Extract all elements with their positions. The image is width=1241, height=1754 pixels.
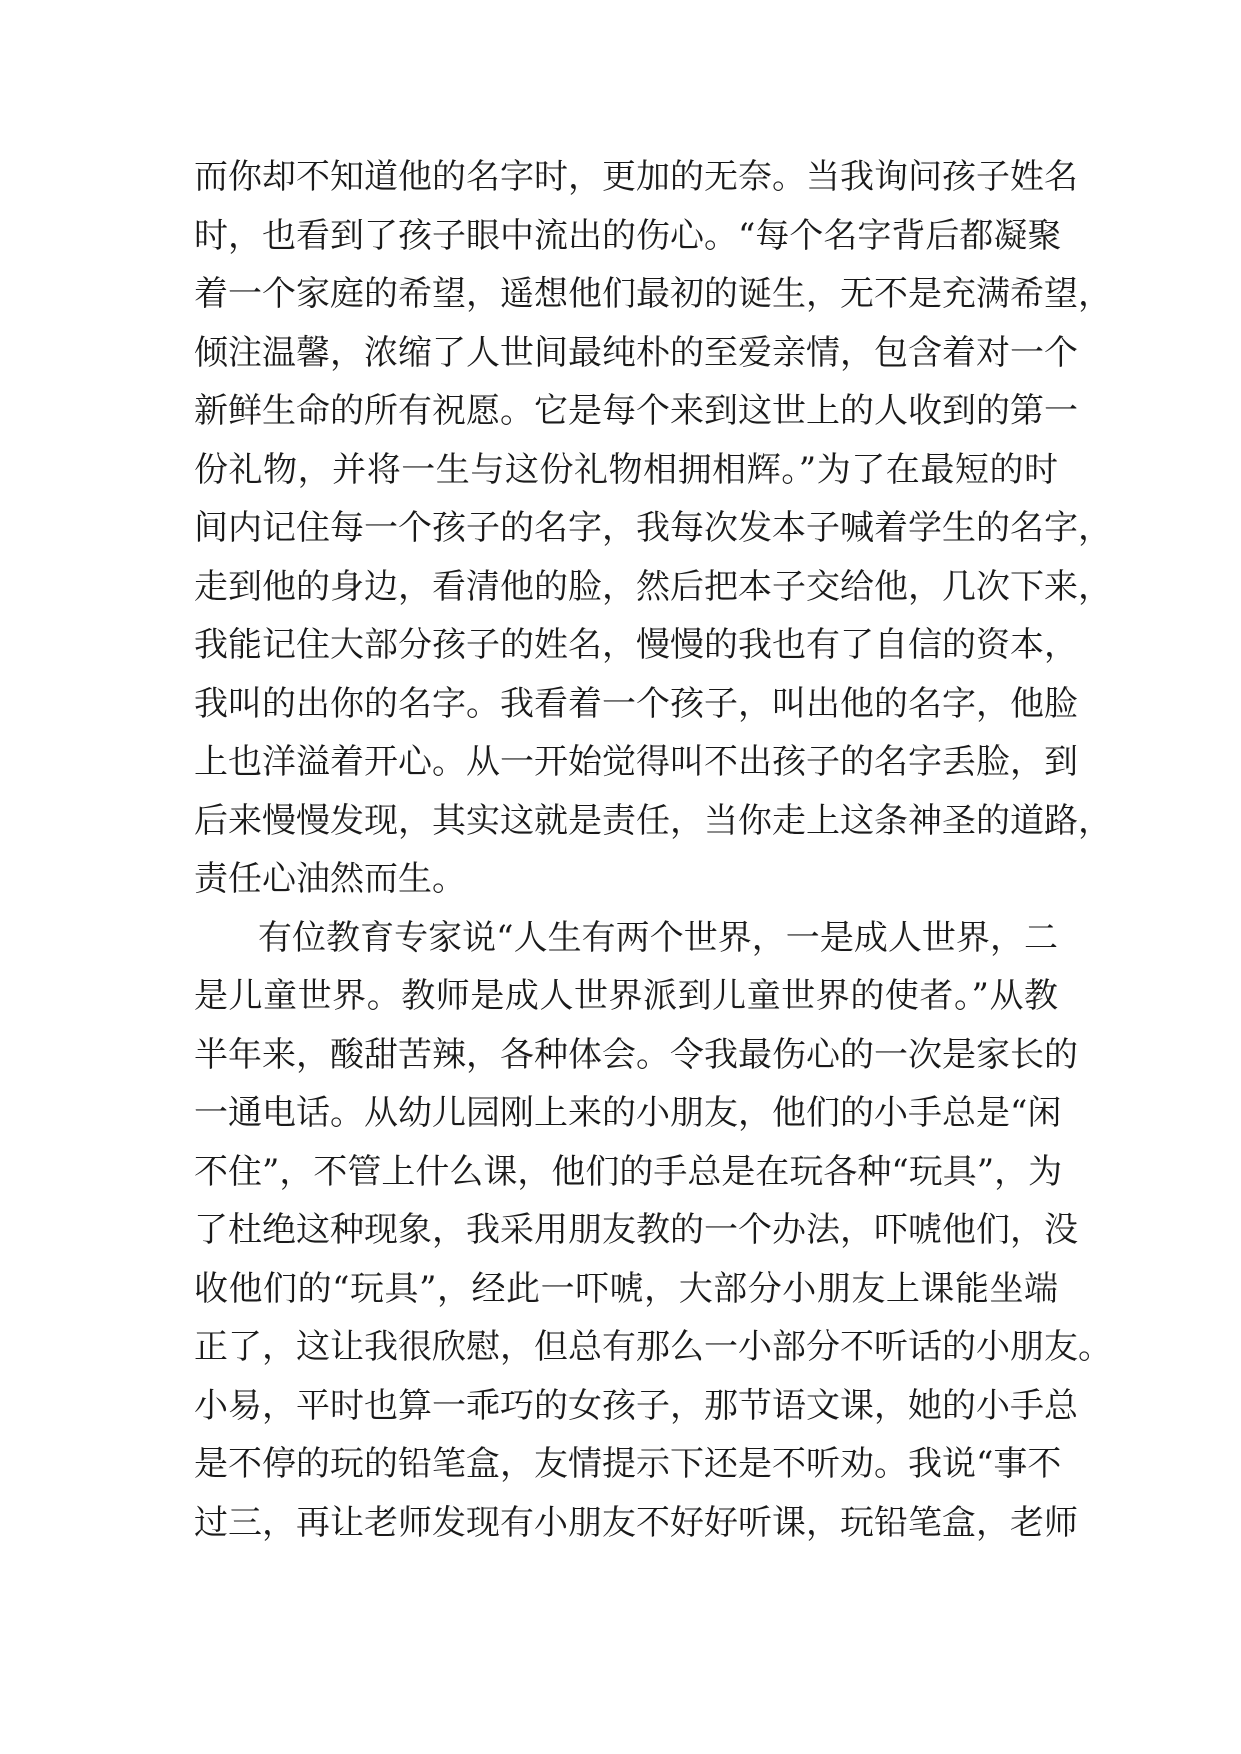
text-line: 半年来，酸甜苦辣，各种体会。令我最伤心的一次是家长的 <box>194 1034 1078 1075</box>
text-line: 我叫的出你的名字。我看着一个孩子，叫出他的名字，他脸 <box>194 683 1078 724</box>
text-line: 收他们的“玩具”，经此一吓唬，大部分小朋友上课能坐端 <box>194 1268 1058 1309</box>
text-line: 小易，平时也算一乖巧的女孩子，那节语文课，她的小手总 <box>194 1385 1078 1426</box>
text-line: 倾注温馨，浓缩了人世间最纯朴的至爱亲情，包含着对一个 <box>194 332 1078 373</box>
text-line: 一通电话。从幼儿园刚上来的小朋友，他们的小手总是“闲 <box>194 1093 1062 1133</box>
text-line: 我能记住大部分孩子的姓名，慢慢的我也有了自信的资本， <box>194 625 1078 665</box>
text-line: 上也洋溢着开心。从一开始觉得叫不出孩子的名字丢脸，到 <box>194 742 1078 782</box>
text-line: 过三，再让老师发现有小朋友不好好听课，玩铅笔盒，老师 <box>194 1502 1078 1543</box>
text-line: 而你却不知道他的名字时，更加的无奈。当我询问孩子姓名 <box>194 157 1078 197</box>
text-line: 份礼物，并将一生与这份礼物相拥相辉。”为了在最短的时 <box>194 449 1058 490</box>
text-line: 是不停的玩的铅笔盒，友情提示下还是不听劝。我说“事不 <box>194 1444 1062 1484</box>
text-line: 新鲜生命的所有祝愿。它是每个来到这世上的人收到的第一 <box>194 391 1078 431</box>
text-line: 有位教育专家说“人生有两个世界，一是成人世界，二 <box>258 917 1058 958</box>
text-line: 正了，这让我很欣慰，但总有那么一小部分不听话的小朋友。 <box>194 1327 1112 1367</box>
text-line: 着一个家庭的希望，遥想他们最初的诞生，无不是充满希望， <box>194 274 1112 314</box>
document-page <box>194 148 1112 1552</box>
text-line: 间内记住每一个孩子的名字，我每次发本子喊着学生的名字， <box>194 508 1112 548</box>
text-line: 走到他的身边，看清他的脸，然后把本子交给他，几次下来， <box>194 566 1112 607</box>
text-line: 时，也看到了孩子眼中流出的伤心。“每个名字背后都凝聚 <box>194 215 1062 256</box>
text-line: 了杜绝这种现象，我采用朋友教的一个办法，吓唬他们，没 <box>194 1210 1078 1250</box>
paragraph-1 <box>194 148 1112 909</box>
text-line: 后来慢慢发现，其实这就是责任，当你走上这条神圣的道路， <box>194 800 1112 841</box>
paragraph-2 <box>194 909 1112 1553</box>
text-line: 不住”，不管上什么课，他们的手总是在玩各种“玩具”，为 <box>194 1151 1063 1192</box>
text-line: 是儿童世界。教师是成人世界派到儿童世界的使者。”从教 <box>194 976 1058 1016</box>
text-line: 责任心油然而生。 <box>194 859 466 899</box>
